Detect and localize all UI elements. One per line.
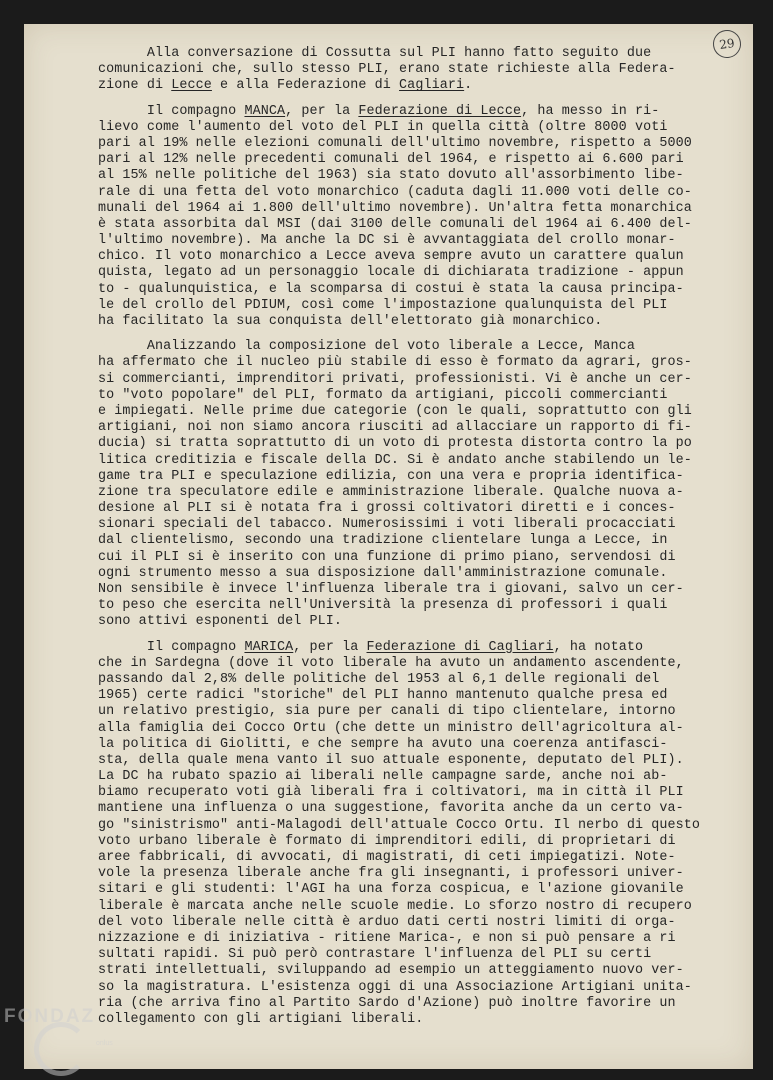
paragraph-4-line: del voto liberale nelle città è arduo dati certi nostri limiti di orga- bbox=[98, 914, 676, 930]
paragraph-4-line: strati intellettuali, sviluppando ad esempio un atteggiamento nuovo ver- bbox=[98, 963, 684, 979]
foundation-watermark-logo bbox=[4, 1002, 174, 1062]
paragraph-4-line: sitari e gli studenti: l'AGI ha una forza cospicua, e l'azione giovanile bbox=[98, 882, 684, 898]
paragraph-2-line: lievo come l'aumento del voto del PLI in quella città (oltre 8000 voti bbox=[98, 119, 668, 135]
watermark-text: FONDAZ bbox=[4, 1006, 96, 1027]
paragraph-2-line: l'ultimo novembre). Ma anche la DC si è avvantaggiata del crollo monar- bbox=[98, 233, 676, 249]
underlined-federazione-lecce: Federazione di Lecce bbox=[358, 103, 522, 119]
paragraph-3-line: si commercianti, imprenditori privati, professionisti. Vi è anche un cer- bbox=[98, 371, 692, 387]
paragraph-1-line bbox=[98, 78, 738, 94]
underlined-marica: MARICA bbox=[244, 639, 294, 655]
paragraph-4-line bbox=[98, 640, 738, 656]
paragraph-4-line: vole la presenza liberale anche fra gli insegnanti, i professori univer- bbox=[98, 866, 684, 882]
paragraph-4-line: nizzazione e di iniziativa - ritiene Marica-, e non si può pensare a ri bbox=[98, 930, 676, 946]
document-page bbox=[24, 24, 753, 1069]
paragraph-4-line: un relativo prestigio, sia pure per canali di tipo clientelare, intorno bbox=[98, 704, 676, 720]
paragraph-2-line: ha facilitato la sua conquista dell'elettorato già monarchico. bbox=[98, 314, 603, 329]
paragraph-2-line bbox=[98, 104, 738, 120]
paragraph-3-line: zione tra speculatore edile e amministrazione liberale. Qualche nuova a- bbox=[98, 484, 684, 500]
paragraph-3-line: desione al PLI si è notata fra i grossi coltivatori diretti e i conces- bbox=[98, 501, 676, 517]
paragraph-3-line: artigiani, noi non siamo ancora riusciti ad allacciare un rapporto di fi- bbox=[98, 420, 692, 436]
underlined-federazione-cagliari: Federazione di Cagliari bbox=[366, 639, 554, 655]
paragraph-3-line: ha affermato che il nucleo più stabile di esso è formato da agrari, gros- bbox=[98, 355, 692, 371]
paragraph-4-line: mantiene una influenza o una suggestione, favorita anche da un certo va- bbox=[98, 801, 684, 817]
paragraph-2-line: quista, legato ad un personaggio locale di dichiarata tradizione - appun bbox=[98, 265, 684, 281]
paragraph-1-line: comunicazioni che, sullo stesso PLI, erano state richieste alla Federa- bbox=[98, 62, 676, 78]
paragraph-4-line: alla famiglia dei Cocco Ortu (che dette un ministro dell'agricoltura al- bbox=[98, 720, 684, 736]
paragraph-3-line: to "voto popolare" del PLI, formato da artigiani, piccoli commercianti bbox=[98, 387, 668, 403]
text-run: Il compagno bbox=[98, 639, 245, 655]
text-run: e alla Federazione di bbox=[211, 78, 400, 94]
page-number: 29 bbox=[711, 28, 743, 60]
paragraph-3-line: e impiegati. Nelle prime due categorie (con le quali, soprattutto con gli bbox=[98, 403, 692, 419]
paragraph-4-line: passando dal 2,8% delle politiche del 1953 al 6,1 delle regionali del bbox=[98, 671, 660, 687]
paragraph-4-line: sta, della quale mena vanto il suo attuale esponente, deputato del PLI). bbox=[98, 752, 684, 768]
paragraph-4-line: 1965) certe radici "storiche" del PLI hanno mantenuto qualche presa ed bbox=[98, 688, 668, 704]
paragraph-4-line: collegamento con gli artigiani liberali. bbox=[98, 1011, 424, 1027]
paragraph-4-line: go "sinistrismo" anti-Malagodi dell'attuale Cocco Ortu. Il nerbo di questo bbox=[98, 817, 701, 833]
paragraph-4-line: La DC ha rubato spazio ai liberali nelle campagne sarde, anche noi ab- bbox=[98, 769, 668, 785]
text-run: , per la bbox=[293, 639, 367, 655]
paragraph-3-line: sono attivi esponenti del PLI. bbox=[98, 614, 343, 630]
paragraph-2-line: chico. Il voto monarchico a Lecce aveva sempre avuto un carattere qualun bbox=[98, 249, 684, 265]
paragraph-2-line: to - qualunquistica, e la scomparsa di costui è stata la causa principa- bbox=[98, 281, 684, 297]
paragraph-2-line: rale di una fetta del voto monarchico (caduta dagli 11.000 voti delle co- bbox=[98, 184, 692, 200]
paragraph-3-line: ducia) si tratta soprattutto di un voto di protesta distorta contro la po bbox=[98, 436, 692, 452]
paragraph-4-line: che in Sardegna (dove il voto liberale ha avuto un andamento ascendente, bbox=[98, 655, 684, 671]
paragraph-4-line: la politica di Giolitti, e che sempre ha avuto una coerenza antifasci- bbox=[98, 736, 668, 752]
paragraph-2-line: al 15% nelle politiche del 1963) sia stato dovuto all'assorbimento libe- bbox=[98, 168, 684, 184]
paragraph-2-line: è stata assorbita dal MSI (dai 3100 delle comunali del 1964 ai 6.400 del- bbox=[98, 216, 692, 232]
paragraph-4-line: sultati rapidi. Si può però contrastare l'influenza del PLI su certi bbox=[98, 947, 652, 963]
paragraph-4-line: aree fabbricali, di avvocati, di magistrati, di ceti impiegatizi. Note- bbox=[98, 850, 676, 865]
paragraph-3-line: ogni strumento messo a sua disposizione dall'amministrazione comunale. bbox=[98, 565, 668, 581]
document-body bbox=[98, 46, 738, 1028]
paragraph-4-line: liberale è marcata anche nelle scuole medie. Lo sforzo nostro di recupero bbox=[98, 898, 692, 914]
paragraph-3-line: dal clientelismo, secondo una tradizione clientelare lunga a Lecce, in bbox=[98, 533, 668, 549]
underlined-manca: MANCA bbox=[244, 103, 286, 119]
watermark-ring-icon bbox=[34, 1022, 88, 1076]
paragraph-3-line: cui il PLI si è inserito con una funzione di primo piano, servendosi di bbox=[98, 549, 676, 565]
paragraph-3-line: game tra PLI e speculazione edilizia, con una vera e propria identifica- bbox=[98, 468, 684, 484]
paragraph-3-line: sionari speciali del tabacco. Numerosissimi i voti liberali procacciati bbox=[98, 517, 676, 533]
text-run: , ha notato bbox=[553, 639, 644, 655]
paragraph-2-line: le del crollo del PDIUM, così come l'impostazione qualunquista del PLI bbox=[98, 297, 668, 313]
paragraph-3-line: Analizzando la composizione del voto liberale a Lecce, Manca bbox=[98, 339, 635, 355]
paragraph-4-line: biamo recuperato voti già liberali fra i coltivatori, ma in città il PLI bbox=[98, 785, 684, 801]
underlined-cagliari: Cagliari bbox=[399, 78, 465, 94]
paragraph-1-line: Alla conversazione di Cossutta sul PLI hanno fatto seguito due bbox=[98, 46, 652, 61]
paragraph-3-line: Non sensibile è invece l'influenza liberale tra i giovani, salvo un cer- bbox=[98, 582, 684, 597]
paragraph-3-line: litica creditizia e fiscale della DC. Si è andato anche stabilendo un le- bbox=[98, 452, 692, 468]
paragraph-4-line: voto urbano liberale è formato di imprenditori edili, di proprietari di bbox=[98, 833, 676, 849]
paragraph-2-line: pari al 12% nelle precedenti comunali del 1964, e rispetto ai 6.600 pari bbox=[98, 152, 684, 168]
watermark-subtext: onlus bbox=[96, 1040, 113, 1047]
text-run: , per la bbox=[285, 103, 359, 119]
underlined-lecce: Lecce bbox=[171, 78, 212, 94]
text-run: Il compagno bbox=[98, 103, 245, 119]
text-run: . bbox=[464, 78, 473, 94]
paragraph-4-line: so la magistratura. L'esistenza oggi di una Associazione Artigiani unita- bbox=[98, 979, 692, 995]
paragraph-2-line: pari al 19% nelle elezioni comunali dell'ultimo novembre, rispetto a 5000 bbox=[98, 135, 692, 151]
paragraph-3-line: to peso che esercita nell'Università la presenza di professori i quali bbox=[98, 598, 668, 614]
text-run: zione di bbox=[98, 78, 172, 94]
paragraph-4-line: ria (che arriva fino al Partito Sardo d'Azione) può inoltre favorire un bbox=[98, 995, 676, 1011]
paragraph-2-line: munali del 1964 ai 1.800 dell'ultimo novembre). Un'altra fetta monarchica bbox=[98, 200, 692, 216]
text-run: , ha messo in ri- bbox=[521, 103, 660, 119]
